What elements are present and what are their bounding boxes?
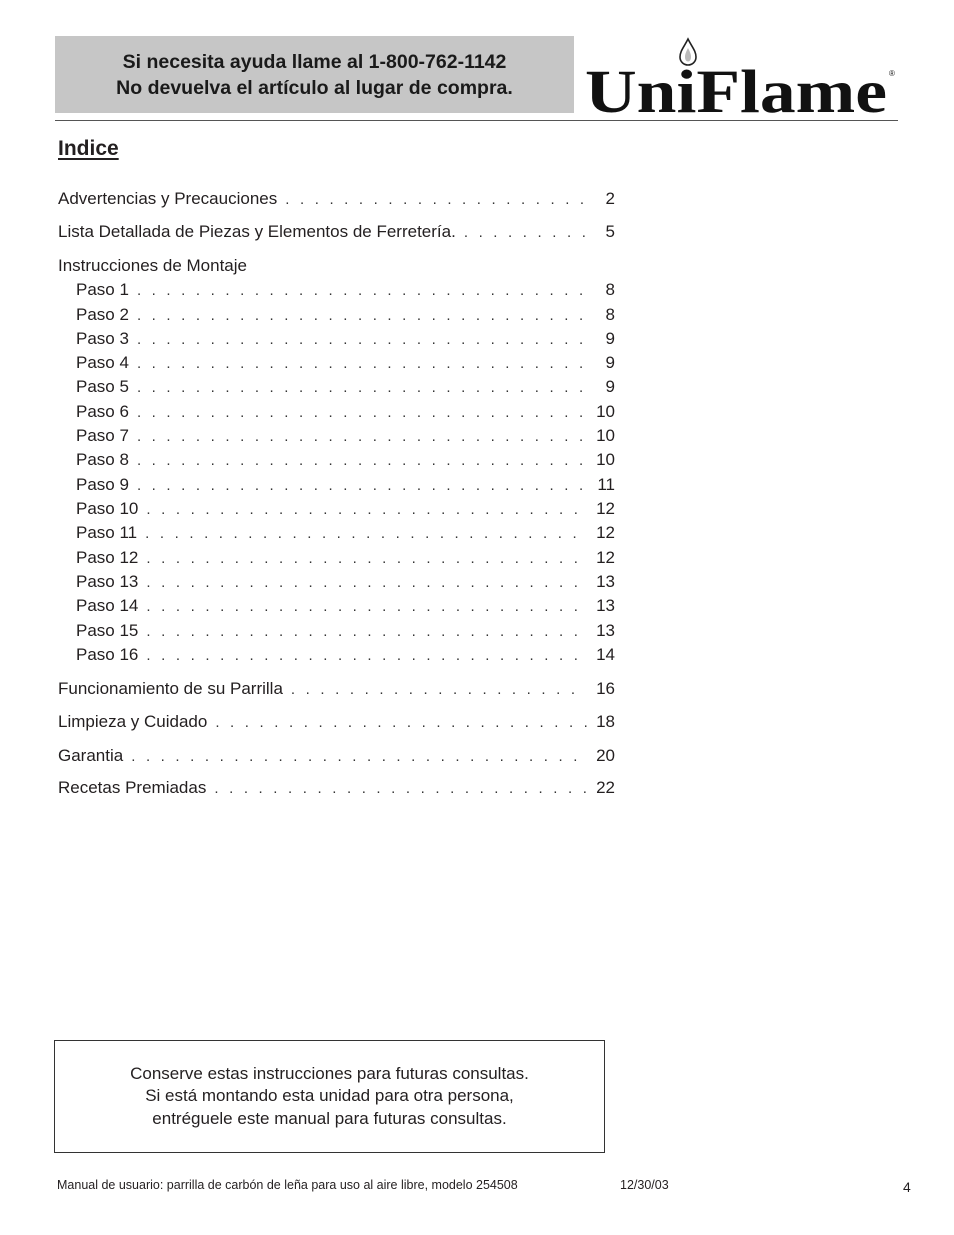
logo-wordmark: UniFlame: [585, 59, 887, 116]
keep-instructions-notice: [54, 1040, 605, 1153]
leader-dots: [146, 501, 587, 518]
toc-entry: [58, 778, 615, 800]
leader-dots: [137, 307, 587, 324]
leader-dots: [464, 224, 587, 241]
leader-dots: [137, 404, 587, 421]
toc-entry-label: Paso 8: [76, 450, 129, 469]
leader-dots: [285, 191, 587, 208]
help-banner: [55, 36, 574, 113]
toc-entry: [76, 523, 615, 545]
toc-entry-label: Paso 6: [76, 402, 129, 421]
toc-entry-page: 13: [596, 572, 615, 591]
toc-entry-label: Paso 1: [76, 280, 129, 299]
page-number: 4: [903, 1179, 911, 1195]
toc-section-heading: [58, 256, 615, 278]
toc-entry-label: Paso 9: [76, 475, 129, 494]
toc-entry-page: 12: [596, 499, 615, 518]
toc-entry-label: Recetas Premiadas: [58, 778, 207, 797]
toc-entry: [58, 746, 615, 768]
notice-line: Conserve estas instrucciones para futuras consultas.: [130, 1063, 529, 1083]
leader-dots: [146, 550, 587, 567]
toc-entry: [76, 353, 615, 375]
toc-entry-label: Paso 3: [76, 329, 129, 348]
toc-entry: [76, 426, 615, 448]
toc-entry-page: 10: [596, 450, 615, 469]
toc-entry: [76, 621, 615, 643]
toc-entry-label: Paso 12: [76, 548, 139, 567]
toc-entry: [76, 402, 615, 424]
leader-dots: [137, 428, 587, 445]
toc-entry-page: 8: [605, 280, 615, 299]
toc-entry-page: 2: [605, 189, 615, 208]
toc-entry: [76, 475, 615, 497]
footer-manual-title: Manual de usuario: parrilla de carbón de leña para uso al aire libre, modelo 254508: [57, 1178, 518, 1192]
toc-entry: [76, 450, 615, 472]
leader-dots: [146, 647, 587, 664]
toc-entry-label: Limpieza y Cuidado: [58, 712, 208, 731]
return-notice-line: No devuelva el artículo al lugar de compra.: [116, 76, 513, 99]
leader-dots: [131, 748, 587, 765]
toc-entry-label: Funcionamiento de su Parrilla: [58, 679, 283, 698]
toc-entry-label: Lista Detallada de Piezas y Elementos de Ferretería.: [58, 222, 456, 241]
toc-entry-page: 9: [605, 329, 615, 348]
leader-dots: [137, 477, 587, 494]
toc-entry-page: 9: [605, 377, 615, 396]
toc-entry-label: Paso 5: [76, 377, 129, 396]
toc-entry: [76, 499, 615, 521]
toc-entry-label: Garantia: [58, 746, 124, 765]
toc-entry: [76, 572, 615, 594]
notice-line: entréguele este manual para futuras consultas.: [152, 1108, 507, 1128]
toc-entry: [76, 305, 615, 327]
footer-date: 12/30/03: [620, 1178, 669, 1192]
leader-dots: [214, 780, 587, 797]
toc-entry-label: Instrucciones de Montaje: [58, 256, 247, 275]
uniflame-logo: [584, 36, 900, 116]
toc-entry-page: 22: [596, 778, 615, 797]
leader-dots: [291, 681, 587, 698]
toc-entry-page: 5: [605, 222, 615, 241]
leader-dots: [137, 331, 587, 348]
toc-entry-label: Paso 2: [76, 305, 129, 324]
header-divider: [55, 120, 898, 121]
toc-entry-page: 12: [596, 548, 615, 567]
toc-entry: [76, 596, 615, 618]
toc-entry-label: Paso 16: [76, 645, 139, 664]
toc-title: Indice: [58, 137, 119, 160]
toc-entry: [76, 645, 615, 667]
toc-entry: [76, 280, 615, 302]
toc-entry-label: Paso 14: [76, 596, 139, 615]
toc-entry: [58, 712, 615, 734]
toc-entry: [76, 329, 615, 351]
leader-dots: [137, 355, 587, 372]
leader-dots: [137, 282, 587, 299]
toc-entry: [58, 189, 615, 211]
toc-entry-page: 12: [596, 523, 615, 542]
leader-dots: [137, 452, 587, 469]
leader-dots: [137, 379, 587, 396]
toc-entry-page: 10: [596, 402, 615, 421]
toc-entry-label: Paso 11: [76, 523, 138, 542]
leader-dots: [146, 598, 587, 615]
toc-entry-page: 14: [596, 645, 615, 664]
toc-entry-label: Paso 10: [76, 499, 139, 518]
notice-line: Si está montando esta unidad para otra persona,: [145, 1086, 514, 1106]
toc-entry-page: 16: [596, 679, 615, 698]
toc-entry-page: 20: [596, 746, 615, 765]
toc-entry-page: 18: [596, 712, 615, 731]
leader-dots: [146, 574, 587, 591]
toc-entry-page: 13: [596, 596, 615, 615]
registered-mark: ®: [889, 69, 895, 78]
toc-entry-label: Paso 7: [76, 426, 129, 445]
help-phone-line: Si necesita ayuda llame al 1-800-762-1142: [122, 50, 507, 73]
toc-entry-page: 11: [597, 475, 615, 494]
toc-entry-label: Paso 13: [76, 572, 139, 591]
toc-entry: [76, 548, 615, 570]
leader-dots: [146, 623, 587, 640]
leader-dots: [145, 525, 587, 542]
toc-entry: [58, 222, 615, 244]
toc-entry-label: Advertencias y Precauciones: [58, 189, 278, 208]
toc-entry-label: Paso 4: [76, 353, 129, 372]
leader-dots: [215, 714, 587, 731]
toc-entry-page: 10: [596, 426, 615, 445]
toc-entry-page: 8: [605, 305, 615, 324]
toc-entry-label: Paso 15: [76, 621, 139, 640]
toc-entry: [58, 679, 615, 701]
toc-entry-page: 13: [596, 621, 615, 640]
toc-entry-page: 9: [605, 353, 615, 372]
toc-entry: [76, 377, 615, 399]
